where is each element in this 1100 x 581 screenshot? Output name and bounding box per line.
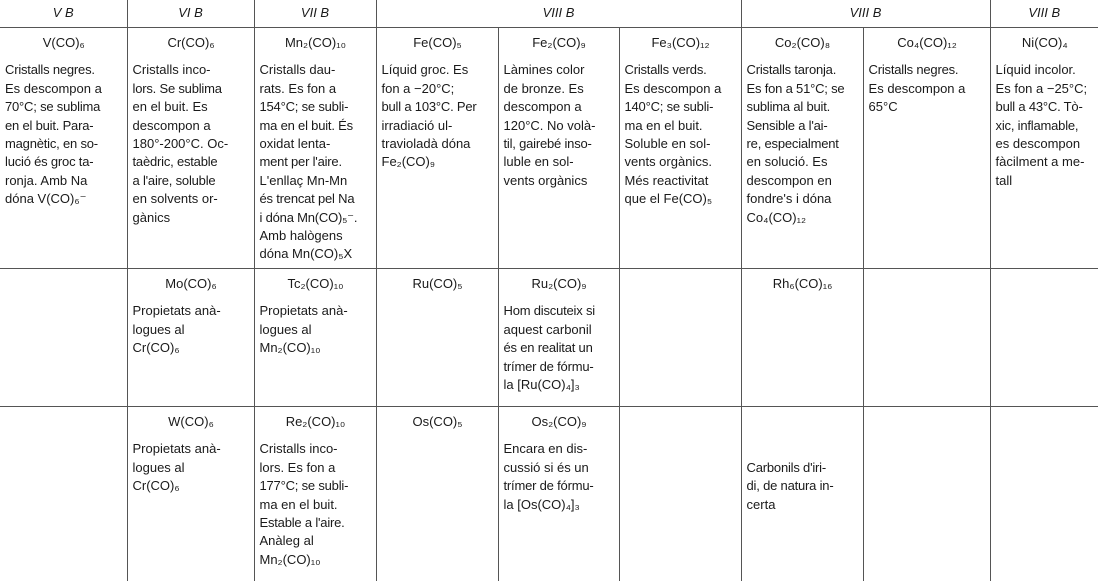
carbonyl-entry: [499, 28, 619, 190]
carbonyl-formula: Ru₂(CO)₉: [531, 276, 587, 291]
description-line: Mn₂(CO)₁₀: [259, 551, 321, 567]
carbonyl-entry: [255, 407, 376, 569]
description-line: trímer de fórmu-: [503, 478, 594, 494]
table-cell: [127, 407, 254, 581]
description-line: ment per l'aire.: [259, 154, 342, 170]
description-line: lors. Es fon a: [259, 459, 336, 475]
description-line: tall: [995, 172, 1013, 188]
carbonyl-formula: Mn₂(CO)₁₀: [284, 35, 347, 50]
carbonyl-description: [133, 61, 250, 227]
description-line: aquest carbonil: [503, 321, 592, 337]
description-line: lució és groc ta-: [5, 154, 94, 170]
description-line: ma en el buit. És: [259, 117, 353, 133]
carbonyl-description: [133, 302, 250, 357]
table-cell: [619, 269, 741, 407]
description-line: descompon en: [746, 172, 832, 188]
description-line: fondre's i dóna: [746, 191, 832, 207]
group-header-viiib-nickel: VIII B: [990, 0, 1098, 28]
carbonyl-description: [504, 61, 615, 190]
table-cell: [254, 407, 376, 581]
table-cell: [498, 407, 619, 581]
table-cell: [741, 407, 863, 581]
description-line: Làmines color: [503, 62, 585, 78]
carbonyl-entry: [0, 269, 127, 275]
description-line: Sensible a l'ai-: [746, 117, 828, 133]
description-line: descompon a: [132, 117, 211, 133]
carbonyl-formula: Ru(CO)₅: [412, 276, 463, 291]
carbonyl-description: [382, 61, 494, 171]
description-line: Anàleg al: [259, 533, 314, 549]
description-line: trímer de fórmu-: [503, 358, 594, 374]
carbonyl-formula: Co₄(CO)₁₂: [897, 35, 957, 50]
description-line: Cristalls taronja.: [746, 62, 837, 78]
group-header-viiib-iron: VIII B: [376, 0, 741, 28]
carbonyl-entry: [742, 407, 863, 514]
carbonyl-description: [260, 61, 372, 263]
carbonyl-description: [747, 459, 859, 514]
carbonyl-entry: [742, 269, 863, 293]
description-line: Propietats anà-: [132, 441, 221, 457]
table-cell: [376, 407, 498, 581]
description-line: en solució. Es: [746, 154, 828, 170]
description-line: ma en el buit.: [259, 496, 338, 512]
description-line: certa: [746, 496, 776, 512]
description-line: re, especialment: [746, 136, 839, 152]
description-line: oxidat lenta-: [259, 136, 331, 152]
carbonyl-description: [996, 61, 1095, 190]
description-line: ronja. Amb Na: [5, 172, 88, 188]
description-line: Cristalls inco-: [132, 62, 211, 78]
carbonyl-formula: Re₂(CO)₁₀: [285, 414, 346, 429]
carbonyl-description: [747, 61, 859, 227]
group-header-viiib-cobalt: VIII B: [741, 0, 990, 28]
carbonyl-formula: Co₂(CO)₈: [774, 35, 831, 50]
description-line: 120°C. No volà-: [503, 117, 596, 133]
description-line: logues al: [259, 321, 312, 337]
description-line: és trencat pel Na: [259, 191, 355, 207]
description-line: 70°C; se sublima: [5, 99, 101, 115]
table-cell: [127, 28, 254, 269]
carbonyl-formula: Os₂(CO)₉: [531, 414, 587, 429]
description-line: bull a 43°C. Tò-: [995, 99, 1083, 115]
carbonyl-formula: V(CO)₆: [42, 35, 85, 50]
carbonyl-entry: [620, 28, 741, 209]
description-line: Líquid incolor.: [995, 62, 1076, 78]
description-line: dóna V(CO)₆⁻: [5, 191, 87, 207]
description-line: Propietats anà-: [259, 303, 348, 319]
description-line: Cristalls dau-: [259, 62, 336, 78]
description-line: Mn₂(CO)₁₀: [259, 340, 321, 356]
description-line: vents orgànics.: [624, 154, 712, 170]
description-line: til, gairebé inso-: [503, 136, 592, 152]
description-line: di, de natura in-: [746, 478, 834, 494]
description-line: a l'aire, soluble: [132, 172, 216, 188]
description-line: L'enllaç Mn-Mn: [259, 172, 348, 188]
carbonyl-description: [625, 61, 737, 208]
table-row: [0, 407, 1098, 581]
description-line: logues al: [132, 321, 185, 337]
carbonyl-entry: [255, 28, 376, 264]
description-line: la [Os(CO)₄]₃: [503, 496, 580, 512]
table-cell: [376, 269, 498, 407]
description-line: descompon a: [503, 99, 582, 115]
carbonyl-entry: [864, 407, 990, 413]
group-header-row: [0, 0, 1098, 28]
carbonyl-entry: [377, 407, 498, 431]
description-line: Cristalls verds.: [624, 62, 707, 78]
description-line: Es descompon a: [624, 80, 722, 96]
description-line: Hom discuteix si: [503, 303, 595, 319]
description-line: Es descompon a: [868, 80, 966, 96]
table-cell: [376, 28, 498, 269]
table-cell: [0, 28, 127, 269]
group-header-vib: VI B: [127, 0, 254, 28]
description-line: Estable a l'aire.: [259, 515, 345, 531]
table-cell: [741, 28, 863, 269]
description-line: taèdric, estable: [132, 154, 218, 170]
carbonyl-entry: [377, 269, 498, 293]
description-line: luble en sol-: [503, 154, 574, 170]
description-line: Líquid groc. Es: [381, 62, 469, 78]
description-line: Es fon a −25°C;: [995, 80, 1088, 96]
carbonyl-entry: [128, 28, 254, 227]
carbonyl-entry: [499, 407, 619, 514]
carbonyl-formula: Ni(CO)₄: [1021, 35, 1068, 50]
description-line: Co₄(CO)₁₂: [746, 209, 807, 225]
group-header-viib: VII B: [254, 0, 376, 28]
description-line: Cristalls negres.: [5, 62, 95, 78]
carbonyl-description: [504, 440, 615, 514]
description-line: en solvents or-: [132, 191, 218, 207]
description-line: fàcilment a me-: [995, 154, 1085, 170]
carbonyl-entry: [499, 269, 619, 394]
description-line: travioladà dóna: [381, 136, 471, 152]
table-cell: [0, 407, 127, 581]
carbonyl-entry: [991, 28, 1099, 190]
description-line: logues al: [132, 459, 185, 475]
description-line: fon a −20°C;: [381, 80, 455, 96]
description-line: 180°-200°C. Oc-: [132, 136, 229, 152]
description-line: rats. Es fon a: [259, 80, 337, 96]
carbonyl-description: [260, 302, 372, 357]
description-line: és en realitat un: [503, 340, 593, 356]
table-cell: [254, 28, 376, 269]
description-line: cussió si és un: [503, 459, 589, 475]
carbonyl-entry: [864, 28, 990, 117]
description-line: Encara en dis-: [503, 441, 588, 457]
description-line: Cristalls inco-: [259, 441, 338, 457]
description-line: en el buit. Es: [132, 99, 208, 115]
table-cell: [863, 269, 990, 407]
carbonyl-entry: [620, 269, 741, 275]
carbonyl-entry: [620, 407, 741, 413]
carbonyl-description: [5, 61, 123, 208]
table-cell: [990, 269, 1098, 407]
carbonyl-description: [260, 440, 372, 569]
table-cell: [498, 269, 619, 407]
carbonyl-formula: Tc₂(CO)₁₀: [287, 276, 344, 291]
description-line: que el Fe(CO)₅: [624, 191, 713, 207]
description-line: Soluble en sol-: [624, 136, 711, 152]
table-cell: [741, 269, 863, 407]
carbonyl-entry: [991, 407, 1099, 413]
carbonyl-formula: Fe₂(CO)₉: [532, 35, 586, 50]
carbonyl-entry: [128, 269, 254, 358]
table-cell: [498, 28, 619, 269]
carbonyl-entry: [864, 269, 990, 275]
carbonyl-formula: Fe(CO)₅: [413, 35, 462, 50]
description-line: lors. Se sublima: [132, 80, 222, 96]
description-line: Es fon a 51°C; se: [746, 80, 845, 96]
description-line: dóna Mn(CO)₅X: [259, 246, 353, 262]
carbonyl-formula: Os(CO)₅: [412, 414, 463, 429]
carbonyl-entry: [991, 269, 1099, 275]
group-header-vb: V B: [0, 0, 127, 28]
description-line: Més reactivitat: [624, 172, 709, 188]
description-line: Fe₂(CO)₉: [381, 154, 436, 170]
table-cell: [254, 269, 376, 407]
table-cell: [863, 407, 990, 581]
description-line: 154°C; se subli-: [259, 99, 349, 115]
table-cell: [127, 269, 254, 407]
table-row: [0, 269, 1098, 407]
description-line: 177°C; se subli-: [259, 478, 349, 494]
carbonyl-entry: [128, 407, 254, 496]
description-line: xic, inflamable,: [995, 117, 1079, 133]
description-line: Cr(CO)₆: [132, 478, 180, 494]
description-line: la [Ru(CO)₄]₃: [503, 377, 580, 393]
table-cell: [619, 28, 741, 269]
carbonyl-entry: [255, 269, 376, 358]
table-row: [0, 28, 1098, 269]
description-line: Cristalls negres.: [868, 62, 959, 78]
carbonyl-description: [133, 440, 250, 495]
carbonyl-formula: Mo(CO)₆: [165, 276, 217, 291]
description-line: Cr(CO)₆: [132, 340, 180, 356]
description-line: 65°C: [868, 99, 898, 115]
carbonyl-entry: [377, 28, 498, 172]
carbonyl-formula: Cr(CO)₆: [167, 35, 215, 50]
description-line: de bronze. Es: [503, 80, 584, 96]
table-cell: [990, 407, 1098, 581]
table-cell: [990, 28, 1098, 269]
description-line: sublima al buit.: [746, 99, 831, 115]
table-cell: [863, 28, 990, 269]
description-line: Es descompon a: [5, 80, 102, 96]
description-line: 140°C; se subli-: [624, 99, 714, 115]
description-line: ma en el buit.: [624, 117, 703, 133]
carbonyl-entry: [742, 28, 863, 227]
description-line: Propietats anà-: [132, 303, 221, 319]
description-line: bull a 103°C. Per: [381, 99, 477, 115]
description-line: en el buit. Para-: [5, 117, 94, 133]
description-line: magnètic, en so-: [5, 136, 98, 152]
carbonyl-description: [504, 302, 615, 394]
description-line: gànics: [132, 209, 171, 225]
carbonyl-entry: [0, 28, 127, 209]
description-line: irradiació ul-: [381, 117, 453, 133]
carbonyl-formula: W(CO)₆: [168, 414, 214, 429]
carbonyl-description: [869, 61, 986, 116]
description-line: Carbonils d'iri-: [746, 460, 827, 475]
description-line: es descompon: [995, 136, 1081, 152]
carbonyl-formula: Rh₆(CO)₁₆: [772, 276, 833, 291]
description-line: i dóna Mn(CO)₅⁻.: [259, 209, 358, 225]
description-line: Amb halògens: [259, 228, 343, 244]
description-line: vents orgànics: [503, 172, 588, 188]
table-cell: [0, 269, 127, 407]
carbonyl-entry: [0, 407, 127, 413]
carbonyl-formula: Fe₃(CO)₁₂: [651, 35, 710, 50]
table-cell: [619, 407, 741, 581]
